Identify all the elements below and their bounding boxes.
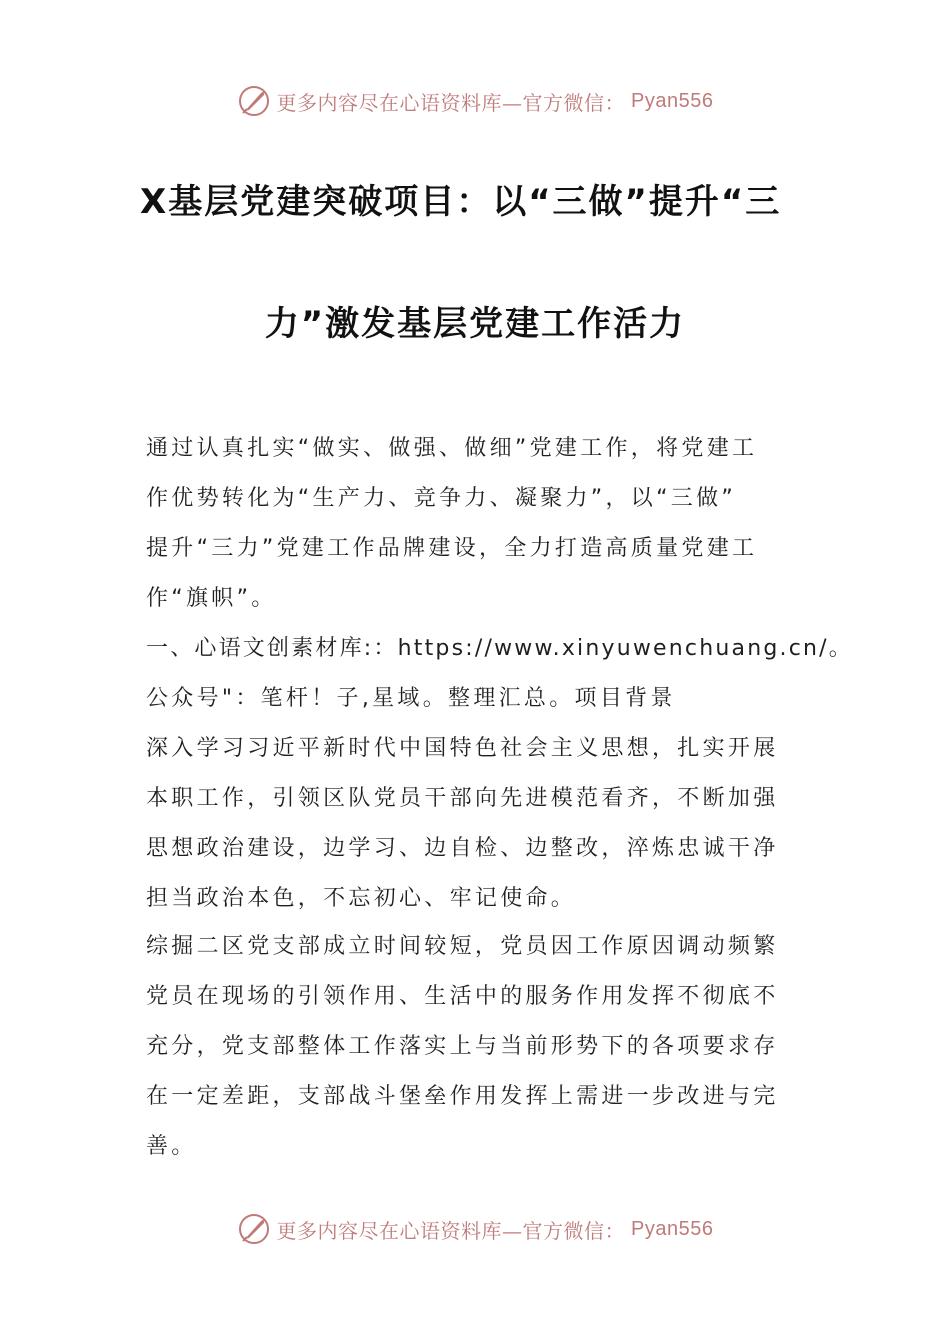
quill-logo-icon: [237, 1212, 271, 1246]
document-title-line-1: X基层党建突破项目：以“三做”提升“三: [140, 182, 782, 222]
watermark-wechat-id: Pyan556: [631, 89, 714, 112]
text-line: 在一定差距，支部战斗堡垒作用发挥上需进一步改进与完: [146, 1084, 779, 1109]
quill-logo-icon: [237, 84, 271, 118]
text-line: 深入学习习近平新时代中国特色社会主义思想，扎实开展: [146, 736, 779, 761]
paragraph-background-1: [146, 724, 810, 924]
header-watermark: [0, 84, 950, 118]
text-line: 充分，党支部整体工作落实上与当前形势下的各项要求存: [146, 1034, 779, 1059]
watermark-text: 更多内容尽在心语资料库—官方微信：: [276, 90, 626, 115]
text-line: 通过认真扎实“做实、做强、做细”党建工作，将党建工: [146, 436, 758, 461]
text-line: 本职工作，引领区队党员干部向先进模范看齐，不断加强: [146, 786, 779, 811]
text-line: 担当政治本色，不忘初心、牢记使命。: [146, 886, 577, 911]
section-heading-source-line: 一、心语文创素材库:：https://www.xinyuwenchuang.cn/。: [146, 636, 853, 661]
watermark-text: 更多内容尽在心语资料库—官方微信：: [276, 1218, 626, 1243]
text-line: 综掘二区党支部成立时间较短，党员因工作原因调动频繁: [146, 934, 779, 959]
paragraph-intro: [146, 424, 810, 624]
text-line: 党员在现场的引领作用、生活中的服务作用发挥不彻底不: [146, 984, 779, 1009]
text-line: 思想政治建设，边学习、边自检、边整改，淬炼忠诚干净: [146, 836, 779, 861]
paragraph-background-2: [146, 922, 810, 1172]
text-line: 作“旗帜”。: [146, 586, 277, 611]
section-heading-background: 公众号"：笔杆！子,星域。整理汇总。项目背景: [146, 686, 676, 711]
document-title-line-2: 力”激发基层党建工作活力: [264, 304, 686, 344]
watermark-wechat-id: Pyan556: [631, 1217, 714, 1240]
footer-watermark: [0, 1212, 950, 1246]
text-line: 提升“三力”党建工作品牌建设，全力打造高质量党建工: [146, 536, 758, 561]
text-line: 善。: [146, 1134, 197, 1159]
text-line: 作优势转化为“生产力、竞争力、凝聚力”，以“三做”: [146, 486, 737, 511]
